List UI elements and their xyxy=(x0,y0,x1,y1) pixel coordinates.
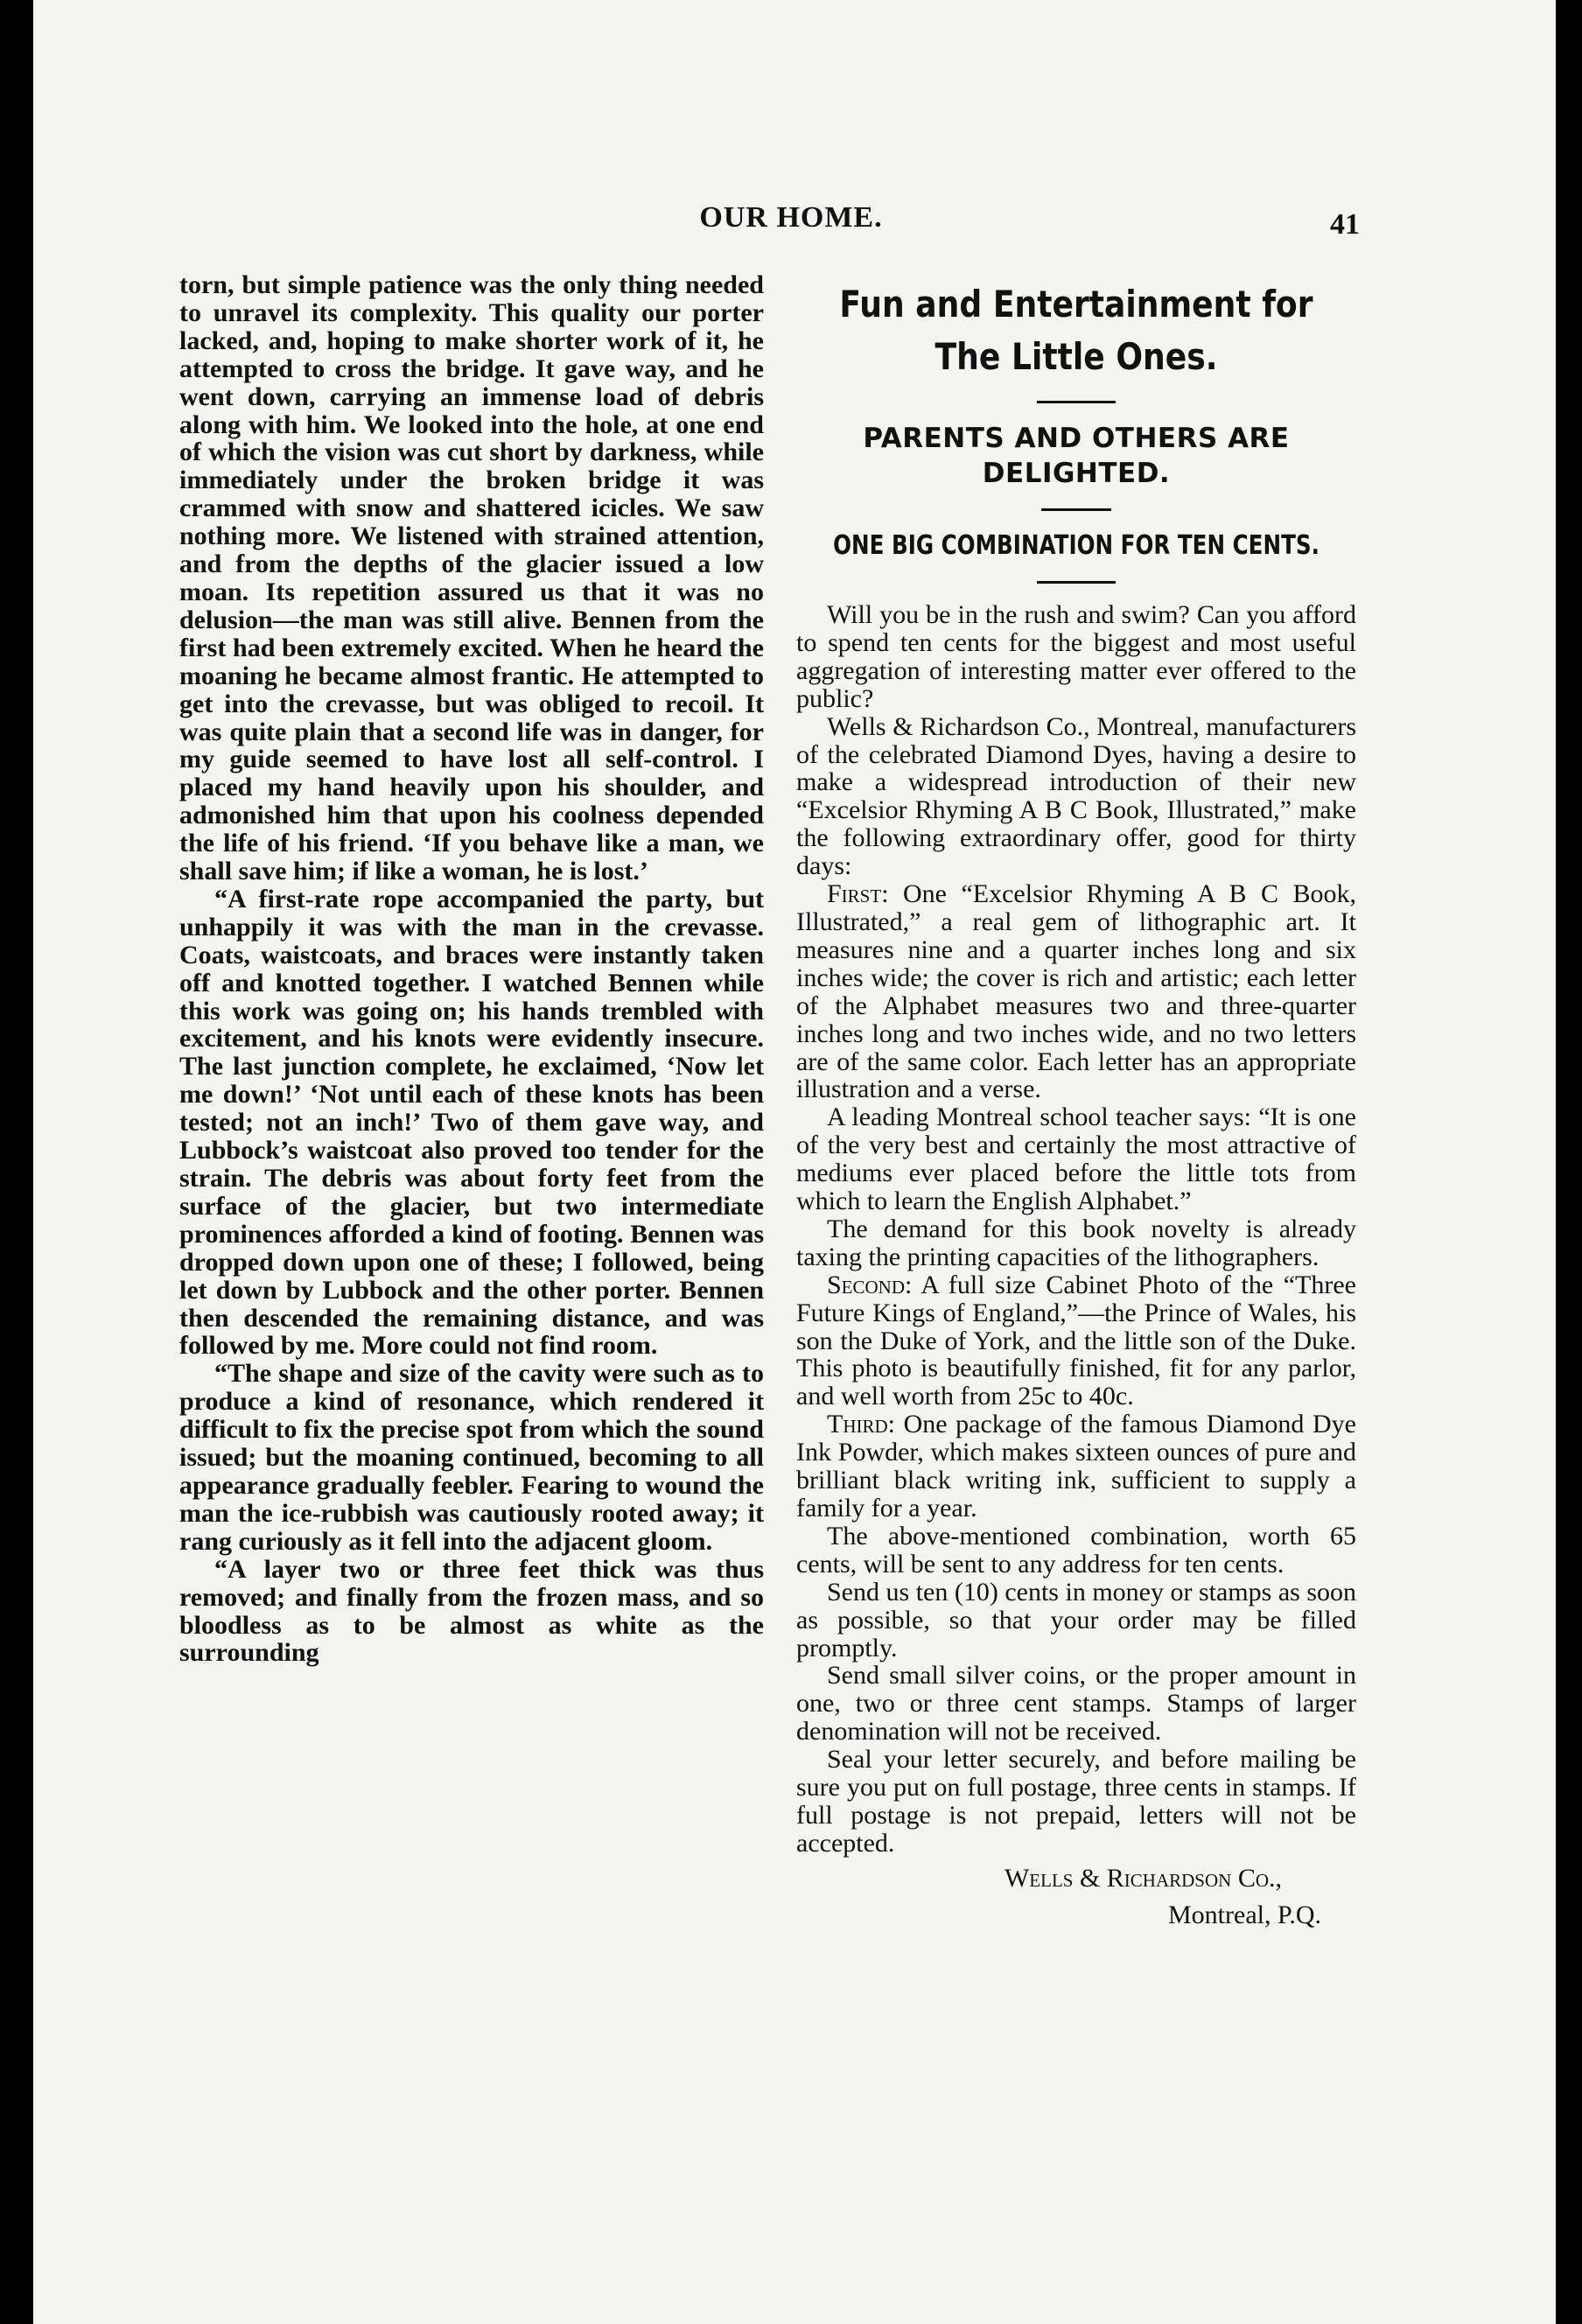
ad-title-line2: The Little Ones. xyxy=(934,335,1218,378)
ad-signature: Wells & Richardson Co., xyxy=(1004,1863,1282,1893)
ad-body xyxy=(796,601,1356,1858)
page-number: 41 xyxy=(1330,208,1360,241)
ad-title xyxy=(821,278,1333,383)
ad-title-line1: Fun and Entertainment for xyxy=(839,283,1313,326)
third-label: Third xyxy=(827,1410,888,1439)
first-text: : One “Excelsior Rhyming A B C Book, Illustrated,” a real gem of lithographic art. It measures nine and a quarter inches long and six inches wide; the cover is rich and artistic; each letter of the Alphabet measures two and three-quarter inches long and two inches wide, and no two letters are of the same color. Each letter has an appropriate illustration and a verse. xyxy=(796,879,1356,1104)
divider-rule xyxy=(1041,508,1111,511)
ad-paragraph: Wells & Richardson Co., Montreal, manufacturers of the celebrated Diamond Dyes, having a desire to make a widespread introduction of their new “Excelsior Rhyming A B C Book, Illustrated,” make the following extraordinary offer, good for thirty days: xyxy=(796,711,1356,881)
ad-paragraph: Send us ten (10) cents in money or stamps as soon as possible, so that your order may be filled promptly. xyxy=(796,1577,1356,1662)
advertisement xyxy=(796,271,1356,1929)
ad-paragraph: A leading Montreal school teacher says: “It is one of the very best and certainly the most attractive of mediums ever placed before the little tots from which to learn the English Alphabet.” xyxy=(796,1102,1356,1216)
left-paragraph: “The shape and size of the cavity were such as to produce a kind of resonance, which rendered it difficult to fix the precise spot from which the sound issued; but the moaning continued, becoming to all appearance gradually feebler. Fearing to wound the man the ice-rubbish was cautiously rooted away; it rang curiously as it fell into the adjacent gloom. xyxy=(179,1359,764,1556)
second-text: : A full size Cabinet Photo of the “Three Future Kings of England,”—the Prince of Wales, his son the Duke of York, and the little son of the Duke. This photo is beautifully finished, fit for any parlor, and well worth from 25c to 40c. xyxy=(796,1270,1356,1411)
divider-rule xyxy=(1037,401,1116,403)
left-paragraph: “A first-rate rope accompanied the party, but unhappily it was with the man in the crevasse. Coats, waistcoats, and braces were instantly taken off and knotted together. I watched Bennen while this work was going on; his hands trembled with excitement, and his knots were evidently insecure. The last junction complete, he exclaimed, ‘Now let me down!’ ‘Not until each of these knots has been tested; not an inch!’ Two of them gave way, and Lubbock’s waistcoat also proved too tender for the strain. The debris was about forty feet from the surface of the glacier, but two intermediate prominences afforded a kind of footing. Bennen was dropped down upon one of these; I followed, being let down by Lubbock and the other porter. Bennen then descended the remaining distance, and was followed by me. More could not find room. xyxy=(179,884,764,1361)
ad-location: Montreal, P.Q. xyxy=(1168,1900,1321,1929)
ad-paragraph-second xyxy=(796,1271,1356,1411)
ad-paragraph-third xyxy=(796,1410,1356,1522)
left-paragraph: torn, but simple patience was the only thing needed to unravel its complexity. This quality our porter lacked, and, hoping to make shorter work of it, he attempted to cross the bridge. It gave way, and he went down, carrying an immense load of debris along with him. We looked into the hole, at one end of which the vision was cut short by darkness, while immediately under the broken bridge it was crammed with snow and shattered icicles. We saw nothing more. We listened with strained attention, and from the depths of the glacier issued a low moan. Its repetition assured us that it was no delusion—the man was still alive. Bennen from the first had been extremely excited. When he heard the moaning he became almost frantic. He attempted to get into the crevasse, but was obliged to recoil. It was quite plain that a second life was in danger, for my guide seemed to have lost all self-control. I placed my hand heavily upon his shoulder, and admonished him that upon his coolness depended the life of his friend. ‘If you behave like a man, we shall save him; if like a woman, he is lost.’ xyxy=(179,270,764,886)
left-column xyxy=(179,271,764,1667)
divider-rule xyxy=(1037,581,1116,584)
ad-subtitle: PARENTS AND OTHERS ARE DELIGHTED. xyxy=(863,423,1290,489)
ad-paragraph: Send small silver coins, or the proper amount in one, two or three cent stamps. Stamps of larger denomination will not be received. xyxy=(796,1661,1356,1746)
ad-paragraph: Will you be in the rush and swim? Can you afford to spend ten cents for the biggest and most useful aggregation of interesting matter ever offered to the public? xyxy=(796,600,1356,713)
ad-paragraph-first xyxy=(796,880,1356,1103)
third-text: : One package of the famous Diamond Dye Ink Powder, which makes sixteen ounces of pure and brilliant black writing ink, sufficient to supply a family for a year. xyxy=(796,1410,1356,1522)
ad-paragraph: Seal your letter securely, and before mailing be sure you put on full postage, three cents in stamps. If full postage is not prepaid, letters will not be accepted. xyxy=(796,1745,1356,1858)
first-label: First xyxy=(827,879,882,909)
running-header: OUR HOME. xyxy=(699,201,883,234)
ad-paragraph: The above-mentioned combination, worth 65 cents, will be sent to any address for ten cents. xyxy=(796,1521,1356,1578)
second-label: Second xyxy=(827,1270,906,1299)
left-paragraph: “A layer two or three feet thick was thus removed; and finally from the frozen mass, and so bloodless as to be almost as white as the surrounding xyxy=(179,1554,764,1668)
ad-paragraph: The demand for this book novelty is already taxing the printing capacities of the lithographers. xyxy=(796,1214,1356,1271)
ad-combo-heading: ONE BIG COMBINATION FOR TEN CENTS. xyxy=(833,530,1320,561)
